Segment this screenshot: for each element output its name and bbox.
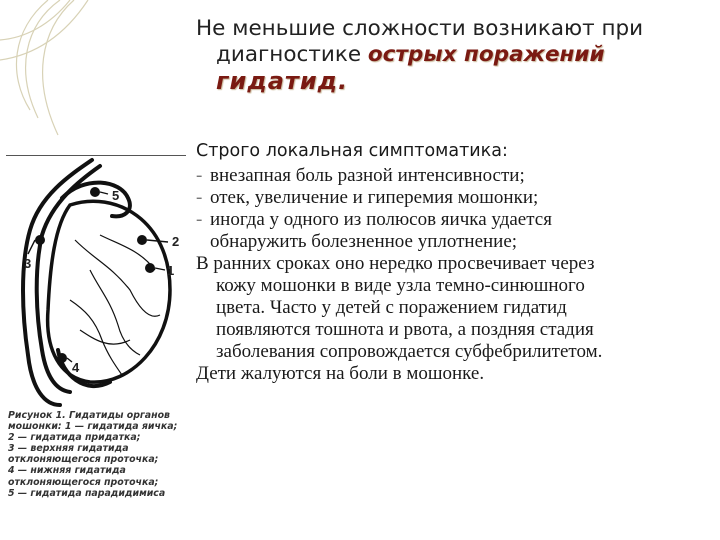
figure-label-2: 2 [172,234,180,249]
caption-line: Рисунок 1. Гидатиды органов [8,410,170,421]
bullet-text: внезапная боль разной интенсивности; [210,165,525,186]
heading-line-1: Не меньшие сложности возникают при [196,16,644,41]
paragraph-line: заболевания сопровождается субфебрилитетом. [216,341,603,362]
paragraph-early-stages [196,253,701,363]
caption-line: отклоняющегося проточка; [8,476,159,488]
caption-line: отклоняющегося проточка; [8,454,159,466]
symptoms-subheading: Строго локальная симптоматика: [196,141,508,161]
bullet-dash: - [196,165,203,186]
caption-line: 4 — нижняя гидатида [8,465,126,477]
figure-caption [8,410,186,499]
bullet-dash: - [196,209,203,230]
paragraph-line: появляются тошнота и рвота, а поздняя стадия [216,319,594,340]
paragraph-line: В ранних сроках оно нередко просвечивает через [196,253,595,274]
caption-line: 5 — гидатида парадидимиса [8,487,166,499]
symptom-bullet [196,165,701,187]
heading-prefix: диагностике [216,42,368,67]
corner-decoration [0,0,190,150]
slide-heading [196,16,706,94]
figure-label-4: 4 [72,360,80,375]
figure-label-5: 5 [112,188,120,203]
bullet-text: отек, увеличение и гиперемия мошонки; [210,187,539,208]
paragraph-line: цвета. Часто у детей с поражением гидатид [216,297,567,318]
paragraph-complaints: Дети жалуются на боли в мошонке. [196,363,485,384]
slide-body [196,140,701,385]
bullet-text-line: иногда у одного из полюсов яичка удается [210,209,552,230]
bullet-dash: - [196,187,203,208]
symptom-bullet [196,209,701,253]
heading-emphasis-1: острых поражений [367,42,605,67]
bullet-text [210,209,552,253]
paragraph-line: кожу мошонки в виде узла темно-синюшного [216,275,585,296]
symptom-bullet [196,187,701,209]
caption-line: 3 — верхняя гидатида [8,443,129,455]
bullet-text-cont: обнаружить болезненное уплотнение; [210,231,518,252]
caption-line: мошонки: 1 — гидатида яичка; [8,421,178,433]
figure-label-3: 3 [24,256,32,271]
heading-line-2 [196,42,706,68]
figure-label-1: 1 [167,263,175,278]
caption-line: 2 — гидатида придатка; [8,432,141,444]
hydatid-diagram [0,150,190,415]
heading-emphasis-2: гидатид. [216,67,349,95]
